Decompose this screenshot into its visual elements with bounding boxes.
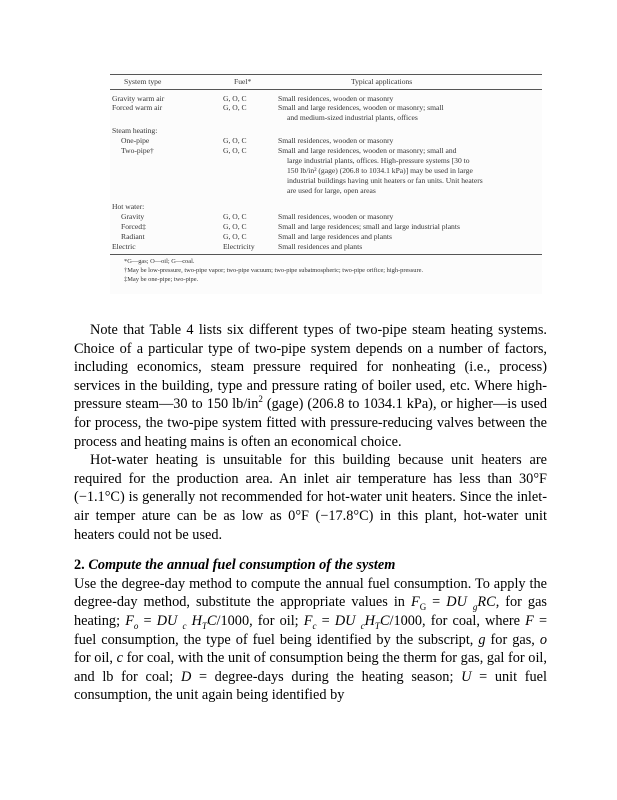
paragraph: Use the degree-day method to compute the annual fuel consumption. To apply the degree-day method, substitute the appropriate values in $F_G$ = DU $_g$RC, for gas heating; $F_o$ = DU $_c$ $H_TC/1000$, for oil; $F_c$ = DU $_cH_TC/1000$, for coal, where F = fuel consumption, the type of fuel being identified by the subscript, g for gas, o for oil, c for coal, with the unit of consumption being the therm for gas, gal for oil, and lb for coal; D = degree-days during the heating season; U = unit fuel consumption, the unit again being identified by (74, 575, 548, 704)
table-row-application-cont: and medium-sized industrial plants, offices (287, 113, 418, 122)
table-row-fuel: G, O, C (223, 232, 247, 241)
table-header-applications: Typical applications (351, 77, 413, 86)
table-row-application-cont: large industrial plants, offices. High-pressure systems [30 to (287, 156, 470, 165)
section-heading: 2. Compute the annual fuel consumption of the system (74, 557, 396, 574)
table-row-application: Small and large residences, wooden or masonry; small (278, 103, 444, 112)
table-row-application: Small residences and plants (278, 242, 363, 251)
table-row-fuel: Electricity (223, 242, 255, 251)
table-row-system: Forced‡ (121, 222, 146, 231)
table-row-fuel: G, O, C (223, 212, 247, 221)
heating-systems-table (110, 70, 542, 294)
table-footnote: ‡May be one-pipe; two-pipe. (124, 276, 199, 283)
table-row-system: Forced warm air (112, 103, 163, 112)
table-row-application: Small residences, wooden or masonry (278, 212, 394, 221)
table-row-application: Small and large residences; small and large industrial plants (278, 222, 460, 231)
table-row-application-cont: industrial buildings having unit heaters or fan units. Unit heaters (287, 176, 483, 185)
table-row-fuel: G, O, C (223, 103, 247, 112)
table-group-hot-water: Hot water: (112, 202, 145, 211)
body-text (74, 321, 547, 705)
table-row-application: Small and large residences and plants (278, 232, 392, 241)
table-header-system-type: System type (124, 77, 162, 86)
table-bottom-rule (110, 254, 542, 255)
paragraph: Note that Table 4 lists six different types of two-pipe steam heating systems. Choice of a particular type of two-pipe system depends on a number of factors, including economics, steam pressure required for nonheating (i.e., process) services in the building, type and pressure rating of boiler used, etc. Where high-pressure steam—30 to 150 $lb/in^2$ (gage) (206.8 to 1034.1 kPa), or higher—is used for process, the two-pipe system fitted with pressure-reducing valves between the process and heating mains is often an economical choice. (74, 322, 547, 450)
table-row-application-cont: are used for large, open areas (287, 186, 376, 195)
table-row-system: Gravity warm air (112, 94, 165, 103)
table-row-fuel: G, O, C (223, 94, 247, 103)
table-row-application-cont: 150 lb/in² (gage) (206.8 to 1034.1 kPa)] may be used in large (287, 166, 473, 175)
paragraph: Hot-water heating is unsuitable for this building because unit heaters are required for the production area. An inlet air temperature has less than 30°F (−1.1°C) is generally not recommended for hot-water unit heaters. Since the inlet-air temper ature can be as low as 0°F (−17.8°C) in this plant, hot-water unit heaters could not be used. (74, 452, 547, 543)
table-header-rule (110, 89, 542, 90)
table-row-system: One-pipe (121, 136, 150, 145)
table-row-fuel: G, O, C (223, 136, 247, 145)
table-top-rule (110, 74, 542, 75)
table-row-application: Small and large residences, wooden or masonry; small and (278, 146, 457, 155)
table-group-steam: Steam heating: (112, 126, 158, 135)
table-row-application: Small residences, wooden or masonry (278, 136, 394, 145)
table-header-fuel: Fuel* (234, 77, 252, 86)
table-footnote: †May be low-pressure, two-pipe vapor; two-pipe vacuum; two-pipe subatmospheric; two-pipe orifice; high-pressure. (124, 267, 424, 274)
table-row-system: Electric (112, 242, 136, 251)
table-row-system: Gravity (121, 212, 145, 221)
table-row-system: Two-pipe† (121, 146, 154, 155)
table-row-fuel: G, O, C (223, 222, 247, 231)
table-row-system: Radiant (121, 232, 145, 241)
table-row-application: Small residences, wooden or masonry (278, 94, 394, 103)
table-row-fuel: G, O, C (223, 146, 247, 155)
table-footnote: *G—gas; O—oil; G—coal. (124, 258, 195, 265)
